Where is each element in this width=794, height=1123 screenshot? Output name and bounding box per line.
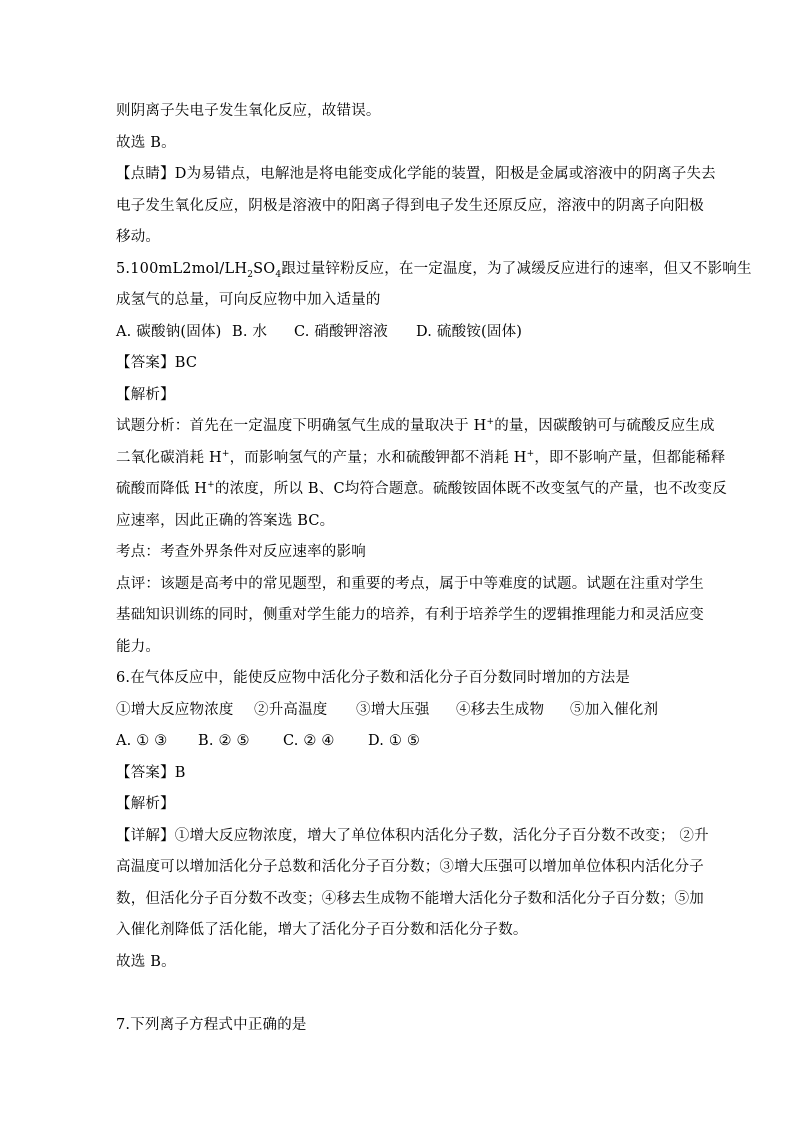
question-6-methods <box>116 700 658 720</box>
method-2: ②升高温度 <box>254 702 328 718</box>
text-line: 【详解】①增大反应物浓度，增大了单位体积内活化分子数，活化分子百分数不改变； ②升 <box>116 828 709 844</box>
method-4: ④移去生成物 <box>456 702 545 718</box>
analysis-part: 的量，因碳酸钠可与硫酸反应生成 <box>494 418 715 434</box>
text-line: 高温度可以增加活化分子总数和活化分子百分数；③增大压强可以增加单位体积内活化分子 <box>116 859 704 875</box>
method-5: ⑤加入催化剂 <box>570 702 659 718</box>
superscript: + <box>207 480 215 491</box>
q5-subscript: 4 <box>275 269 282 280</box>
question-5-stem <box>116 259 752 279</box>
option-a: A. 碳酸钠(固体) <box>116 324 222 340</box>
text-line: 成氢气的总量，可向反应物中加入适量的 <box>116 292 381 308</box>
q5-part: 跟过量锌粉反应，在一定温度，为了减缓反应进行的速率，但又不影响生 <box>281 261 752 277</box>
analysis-line <box>116 416 715 436</box>
text-line: 基础知识训练的同时，侧重对学生能力的培养，有利于培养学生的逻辑推理能力和灵活应变 <box>116 607 704 623</box>
method-3: ③增大压强 <box>356 702 430 718</box>
analysis-part: 的浓度，所以 B、C均符合题意。硫酸铵固体既不改变氢气的产量，也不改变反 <box>214 481 727 497</box>
option-b: B. ② ⑤ <box>198 733 250 749</box>
analysis-line <box>116 479 727 499</box>
text-line: 电子发生氧化反应，阴极是溶液中的阳离子得到电子发生还原反应，溶液中的阴离子向阳极 <box>116 198 704 214</box>
superscript: + <box>526 449 535 460</box>
question-7-stem: 7.下列离子方程式中正确的是 <box>116 1017 307 1033</box>
superscript: + <box>221 449 230 460</box>
text-line: 考点：考查外界条件对反应速率的影响 <box>116 544 366 560</box>
text-line: 数，但活化分子百分数不改变；④移去生成物不能增大活化分子数和活化分子百分数；⑤加 <box>116 891 704 907</box>
q5-subscript: 2 <box>247 269 254 280</box>
superscript: + <box>486 417 495 428</box>
question-5-options <box>116 322 522 342</box>
option-d: D. 硫酸铵(固体) <box>416 324 523 340</box>
text-line: 入催化剂降低了活化能，增大了活化分子百分数和活化分子数。 <box>116 922 528 938</box>
option-d: D. ① ⑤ <box>368 733 421 749</box>
text-line: 则阴离子失电子发生氧化反应，故错误。 <box>116 103 381 119</box>
analysis-line <box>116 448 725 468</box>
question-6-options <box>116 731 420 751</box>
answer-label: 【答案】B <box>116 765 186 781</box>
option-c: C. ② ④ <box>283 733 335 749</box>
q5-part: 5.100mL2mol/LH <box>116 261 248 277</box>
analysis-label: 【解析】 <box>116 796 175 812</box>
text-line: 【点睛】D为易错点，电解池是将电能变成化学能的装置，阳极是金属或溶液中的阴离子失去 <box>116 166 716 182</box>
text-line: 移动。 <box>116 229 161 245</box>
analysis-part: ，即不影响产量，但都能稀释 <box>534 450 726 466</box>
answer-label: 【答案】BC <box>116 355 198 371</box>
text-line: 应速率，因此正确的答案选 BC。 <box>116 513 335 529</box>
option-b: B. 水 <box>232 324 268 340</box>
option-a: A. ① ③ <box>116 733 168 749</box>
analysis-part: 硫酸而降低 H <box>116 481 208 497</box>
q5-part: SO <box>253 261 276 277</box>
method-1: ①增大反应物浓度 <box>116 702 234 718</box>
text-line: 故选 B。 <box>116 135 176 151</box>
analysis-part: 试题分析：首先在一定温度下明确氢气生成的量取决于 H <box>116 418 487 434</box>
analysis-part: 二氧化碳消耗 H <box>116 450 222 466</box>
question-6-stem: 6.在气体反应中，能使反应物中活化分子数和活化分子百分数同时增加的方法是 <box>116 670 631 686</box>
analysis-label: 【解析】 <box>116 387 175 403</box>
analysis-part: ，而影响氢气的产量；水和硫酸钾都不消耗 H <box>229 450 527 466</box>
text-line: 点评：该题是高考中的常见题型，和重要的考点，属于中等难度的试题。试题在注重对学生 <box>116 576 704 592</box>
text-line: 故选 B。 <box>116 954 176 970</box>
text-line: 能力。 <box>116 639 161 655</box>
option-c: C. 硝酸钾溶液 <box>294 324 388 340</box>
